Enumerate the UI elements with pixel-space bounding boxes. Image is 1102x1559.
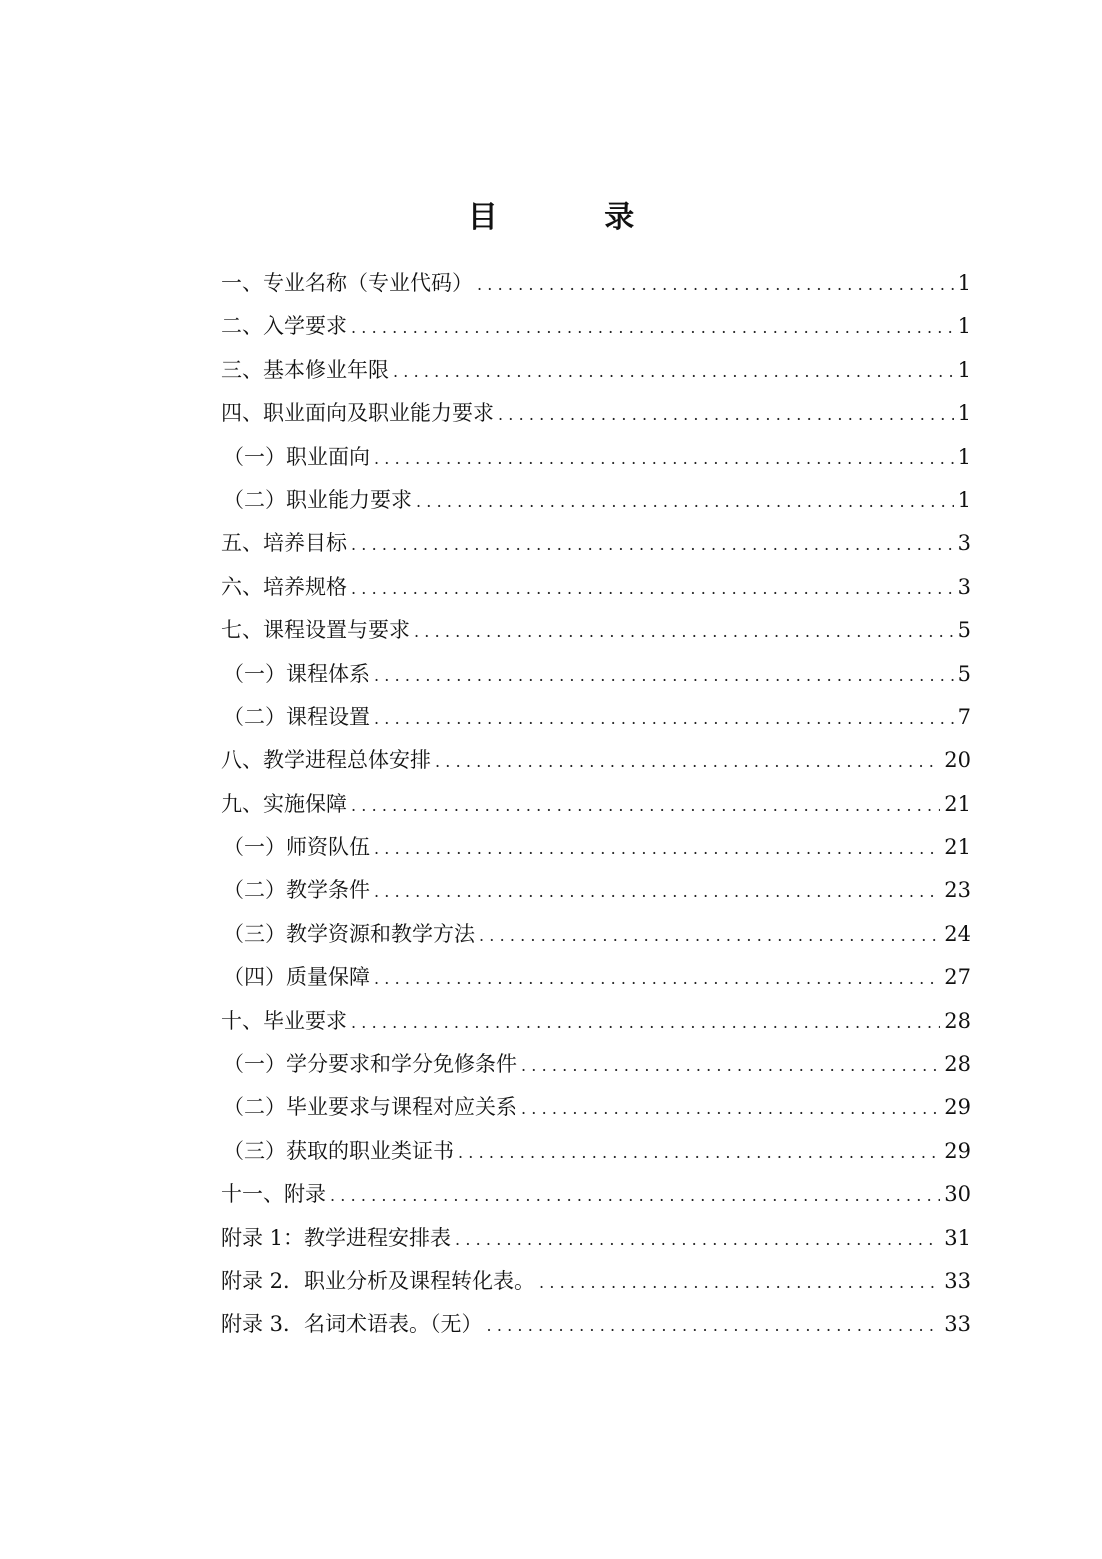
toc-dot-leader (477, 263, 954, 306)
toc-entry-label: （一）师资队伍 (223, 835, 370, 860)
toc-entry-label: 六、培养规格 (221, 574, 347, 599)
toc-entry[interactable] (221, 479, 971, 522)
toc-entry-label: 三、基本修业年限 (221, 357, 389, 382)
toc-entry-page-number: 29 (944, 1095, 971, 1120)
toc-entry-label: 附录 3．名词术语表。（无） (221, 1312, 483, 1337)
toc-entry-label: 一、专业名称（专业代码） (221, 271, 473, 295)
toc-entry-page-number: 20 (944, 748, 971, 773)
toc-entry-page-number: 5 (957, 618, 971, 643)
toc-entry-page-number: 29 (944, 1138, 971, 1163)
toc-entry-label: 附录 1：教学进程安排表 (221, 1225, 452, 1250)
toc-entry-page-number: 1 (957, 401, 971, 426)
toc-entry[interactable] (221, 1130, 971, 1173)
toc-entry-label: 四、职业面向及职业能力要求 (221, 401, 494, 426)
toc-dot-leader (487, 1304, 941, 1347)
toc-entry-label: （二）课程设置 (223, 704, 370, 729)
toc-entry-label: 十、毕业要求 (221, 1008, 347, 1033)
toc-entry[interactable] (221, 653, 971, 696)
toc-dot-leader (374, 870, 940, 913)
toc-dot-leader (351, 1001, 940, 1044)
toc-entry-page-number: 28 (944, 1052, 971, 1077)
toc-dot-leader (521, 1044, 940, 1087)
toc-entry[interactable] (221, 566, 971, 609)
toc-entry-label: （三）获取的职业类证书 (223, 1138, 454, 1163)
toc-entry[interactable] (221, 1000, 971, 1043)
toc-entry-label: （四）质量保障 (223, 965, 370, 990)
toc-entry-page-number: 33 (944, 1312, 971, 1337)
toc-dot-leader (374, 654, 954, 697)
toc-dot-leader (539, 1261, 940, 1304)
toc-entry-page-number: 24 (944, 921, 971, 946)
toc-entry-page-number: 1 (957, 357, 971, 382)
toc-entry[interactable] (221, 1217, 971, 1260)
toc-dot-leader (416, 480, 954, 523)
toc-entry-label: 二、入学要求 (221, 314, 347, 339)
toc-entry-page-number: 21 (944, 835, 971, 860)
toc-entry[interactable] (221, 436, 971, 479)
toc-entry-page-number: 7 (957, 704, 971, 729)
toc-entry-label: 七、课程设置与要求 (221, 618, 410, 643)
toc-entry-label: （一）学分要求和学分免修条件 (223, 1052, 517, 1077)
toc-dot-leader (351, 523, 954, 566)
toc-entry-label: 五、培养目标 (221, 531, 347, 556)
toc-dot-leader (414, 610, 954, 653)
toc-entry-label: （二）毕业要求与课程对应关系 (223, 1095, 517, 1120)
toc-entry[interactable] (221, 1303, 971, 1346)
toc-entry-page-number: 33 (944, 1268, 971, 1293)
toc-dot-leader (374, 437, 954, 480)
toc-entry-page-number: 30 (944, 1182, 971, 1207)
toc-entry[interactable] (221, 262, 971, 305)
toc-dot-leader (351, 567, 954, 610)
toc-entry[interactable] (221, 305, 971, 348)
toc-entry[interactable] (221, 783, 971, 826)
toc-entry-label: 十一、附录 (221, 1182, 326, 1207)
toc-entry[interactable] (221, 696, 971, 739)
toc-entry[interactable] (221, 1260, 971, 1303)
toc-entry[interactable] (221, 522, 971, 565)
toc-entry[interactable] (221, 609, 971, 652)
toc-entry-label: （二）教学条件 (223, 878, 370, 903)
toc-dot-leader (374, 827, 940, 870)
toc-dot-leader (521, 1087, 940, 1130)
toc-entry[interactable] (221, 956, 971, 999)
toc-entry[interactable] (221, 1173, 971, 1216)
toc-dot-leader (374, 957, 940, 1000)
toc-entry-page-number: 28 (944, 1008, 971, 1033)
toc-entry-page-number: 3 (957, 574, 971, 599)
toc-entry-page-number: 21 (944, 791, 971, 816)
toc-entry-label: 八、教学进程总体安排 (221, 748, 431, 773)
toc-entry[interactable] (221, 739, 971, 782)
toc-entry-page-number: 1 (957, 444, 971, 469)
toc-entry[interactable] (221, 869, 971, 912)
toc-entry-page-number: 5 (957, 661, 971, 686)
toc-entry[interactable] (221, 392, 971, 435)
toc-dot-leader (330, 1174, 940, 1217)
toc-entry-label: 附录 2．职业分析及课程转化表。 (221, 1268, 536, 1293)
toc-entry[interactable] (221, 349, 971, 392)
toc-dot-leader (393, 350, 954, 393)
toc-entry-page-number: 1 (957, 314, 971, 339)
toc-dot-leader (455, 1218, 940, 1261)
toc-entry-page-number: 3 (957, 531, 971, 556)
toc-entry-page-number: 1 (957, 487, 971, 512)
toc-entry-label: （一）课程体系 (223, 661, 370, 686)
toc-entry-label: （一）职业面向 (223, 444, 370, 469)
toc-dot-leader (498, 393, 954, 436)
toc-entry[interactable] (221, 1043, 971, 1086)
toc-entry-label: （三）教学资源和教学方法 (223, 921, 475, 946)
toc-title: 目 录 (467, 200, 683, 235)
toc-entry[interactable] (221, 1086, 971, 1129)
toc-entry-page-number: 1 (957, 271, 971, 295)
toc-dot-leader (435, 740, 940, 783)
toc-entry-page-number: 27 (944, 965, 971, 990)
toc-entry[interactable] (221, 826, 971, 869)
toc-dot-leader (351, 784, 940, 827)
toc-dot-leader (458, 1131, 940, 1174)
toc-entry-page-number: 23 (944, 878, 971, 903)
table-of-contents (221, 262, 971, 1347)
toc-entry-label: （二）职业能力要求 (223, 487, 412, 512)
toc-dot-leader (479, 914, 940, 957)
toc-entry[interactable] (221, 913, 971, 956)
toc-entry-page-number: 31 (944, 1225, 971, 1250)
toc-dot-leader (374, 697, 954, 740)
toc-entry-label: 九、实施保障 (221, 791, 347, 816)
toc-dot-leader (351, 306, 954, 349)
